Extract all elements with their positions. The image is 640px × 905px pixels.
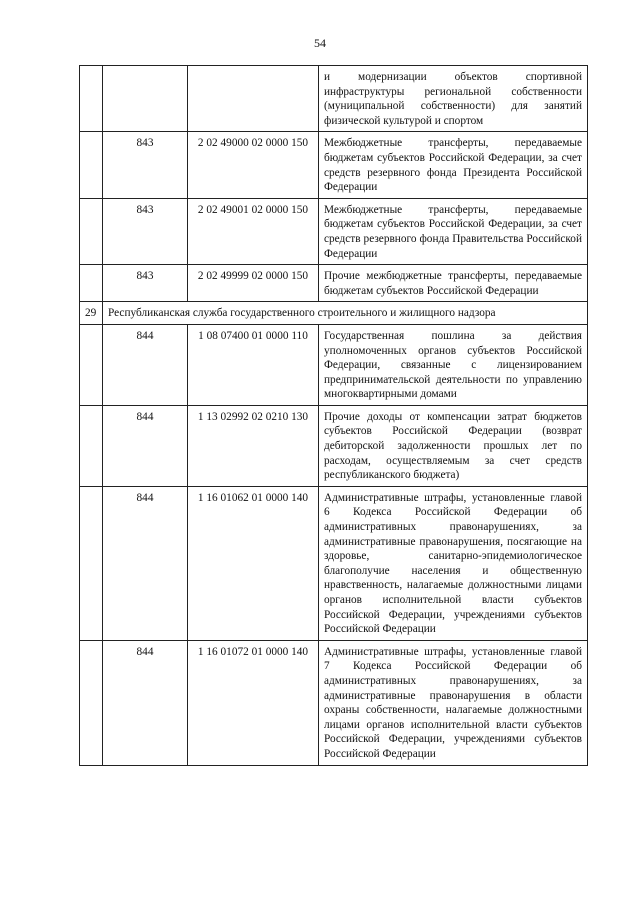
table-body <box>80 66 588 766</box>
description-cell: Прочие доходы от компенсации затрат бюджетов субъектов Российской Федерации (возврат дебиторской задолженности прошлых лет по расходам, осуществляемым за счет средств республиканского бюджета) <box>319 405 588 486</box>
revenue-codes-table <box>79 65 588 766</box>
revenue-code-cell: 2 02 49000 02 0000 150 <box>188 132 319 198</box>
section-row <box>80 302 588 325</box>
revenue-code-cell: 2 02 49001 02 0000 150 <box>188 198 319 264</box>
admin-code-cell: 844 <box>103 405 188 486</box>
table-row <box>80 486 588 640</box>
index-cell <box>80 265 103 302</box>
table-row <box>80 405 588 486</box>
section-title: Республиканская служба государственного строительного и жилищного надзора <box>103 302 588 325</box>
description-cell: Межбюджетные трансферты, передаваемые бюджетам субъектов Российской Федерации, за счет средств резервного фонда Правительства Российской Федерации <box>319 198 588 264</box>
index-cell <box>80 486 103 640</box>
index-cell <box>80 405 103 486</box>
admin-code-cell: 843 <box>103 198 188 264</box>
index-cell <box>80 66 103 132</box>
table-row <box>80 132 588 198</box>
description-cell: Прочие межбюджетные трансферты, передаваемые бюджетам субъектов Российской Федерации <box>319 265 588 302</box>
description-cell: Государственная пошлина за действия уполномоченных органов субъектов Российской Федерации, связанные с лицензированием предпринимательской деятельности по управлению многоквартирными домами <box>319 324 588 405</box>
revenue-code-cell: 1 13 02992 02 0210 130 <box>188 405 319 486</box>
page-number: 54 <box>314 36 326 50</box>
table-row <box>80 265 588 302</box>
index-cell <box>80 198 103 264</box>
description-cell: Административные штрафы, установленные главой 6 Кодекса Российской Федерации об административных правонарушениях, за административные правонарушения, посягающие на здоровье, санитарно-эпидемиологическое благополучие населения и общественную нравственность, налагаемые должностными лицами органов исполнительной власти субъектов Российской Федерации, учреждениями субъектов Российской Федерации <box>319 486 588 640</box>
revenue-code-cell: 2 02 49999 02 0000 150 <box>188 265 319 302</box>
admin-code-cell <box>103 66 188 132</box>
description-cell: Административные штрафы, установленные главой 7 Кодекса Российской Федерации об административных правонарушениях, за административные правонарушения в области охраны собственности, налагаемые должностными лицами органов исполнительной власти субъектов Российской Федерации, учреждениями субъектов Российской Федерации <box>319 640 588 765</box>
admin-code-cell: 844 <box>103 640 188 765</box>
index-cell <box>80 640 103 765</box>
table-row <box>80 324 588 405</box>
table-row <box>80 198 588 264</box>
index-cell <box>80 132 103 198</box>
description-cell: Межбюджетные трансферты, передаваемые бюджетам субъектов Российской Федерации, за счет средств резервного фонда Президента Российской Федерации <box>319 132 588 198</box>
revenue-code-cell: 1 16 01062 01 0000 140 <box>188 486 319 640</box>
table-row <box>80 640 588 765</box>
index-cell <box>80 324 103 405</box>
admin-code-cell: 843 <box>103 132 188 198</box>
revenue-code-cell: 1 16 01072 01 0000 140 <box>188 640 319 765</box>
admin-code-cell: 844 <box>103 486 188 640</box>
admin-code-cell: 844 <box>103 324 188 405</box>
revenue-code-cell: 1 08 07400 01 0000 110 <box>188 324 319 405</box>
table-row <box>80 66 588 132</box>
revenue-code-cell <box>188 66 319 132</box>
admin-code-cell: 843 <box>103 265 188 302</box>
section-index: 29 <box>80 302 103 325</box>
description-cell: и модернизации объектов спортивной инфраструктуры региональной собственности (муниципальной собственности) для занятий физической культурой и спортом <box>319 66 588 132</box>
